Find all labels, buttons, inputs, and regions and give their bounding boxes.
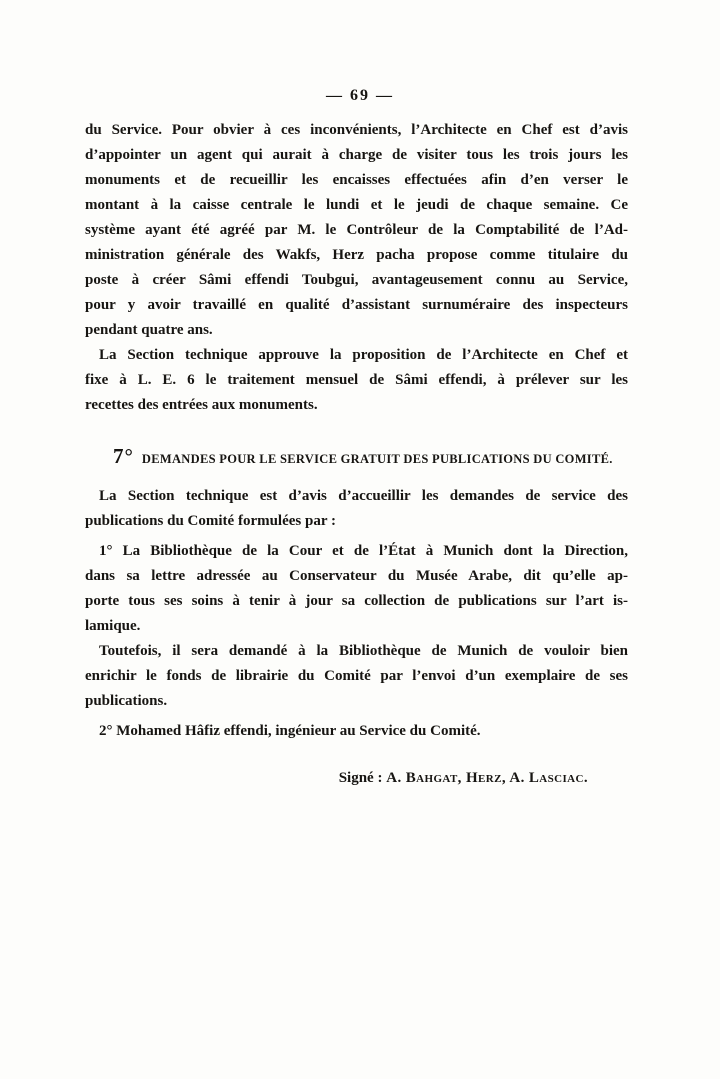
text-line: pour y avoir travaillé en qualité d’assistant surnuméraire des inspecteurs: [85, 297, 628, 313]
paragraph: [85, 118, 628, 343]
page-number: — 69 —: [326, 87, 394, 104]
text-line: La Section technique approuve la proposition de l’Architecte en Chef et: [99, 347, 628, 363]
text-line: publications du Comité formulées par :: [85, 513, 336, 529]
text-line: poste à créer Sâmi effendi Toubgui, avantageusement connu au Service,: [85, 272, 628, 288]
text-line: 2° Mohamed Hâfiz effendi, ingénieur au Service du Comité.: [99, 723, 481, 739]
text-line: La Section technique est d’avis d’accueillir les demandes de service des: [99, 488, 628, 504]
paragraph: [85, 639, 628, 714]
text-line: montant à la caisse centrale le lundi et le jeudi de chaque semaine. Ce: [85, 197, 628, 213]
signature-names: A. Bahgat, Herz, A. Lasciac.: [386, 770, 588, 786]
text-line: lamique.: [85, 618, 141, 634]
text-line: porte tous ses soins à tenir à jour sa collection de publications sur l’art is-: [85, 593, 628, 609]
paragraph: [85, 484, 628, 534]
text-line: ministration générale des Wakfs, Herz pacha propose comme titulaire du: [85, 247, 628, 263]
signature-line: [85, 766, 628, 791]
text-line: monuments et de recueillir les encaisses effectuées afin d’en verser le: [85, 172, 628, 188]
text-line: d’appointer un agent qui aurait à charge de visiter tous les trois jours les: [85, 147, 628, 163]
paragraph: [85, 539, 628, 639]
text-line: 1° La Bibliothèque de la Cour et de l’État à Munich dont la Direction,: [99, 543, 628, 559]
text-line: dans sa lettre adressée au Conservateur du Musée Arabe, dit qu’elle ap-: [85, 568, 628, 584]
section-number: 7°: [113, 444, 134, 468]
text-line: du Service. Pour obvier à ces inconvénients, l’Architecte en Chef est d’avis: [85, 122, 628, 138]
document-body: [85, 118, 628, 791]
text-line: Toutefois, il sera demandé à la Bibliothèque de Munich de vouloir bien: [99, 643, 628, 659]
text-line: recettes des entrées aux monuments.: [85, 397, 318, 413]
paragraph: [85, 719, 628, 744]
signature-prefix: Signé :: [338, 770, 387, 786]
paragraph: [85, 343, 628, 418]
section-title: DEMANDES POUR LE SERVICE GRATUIT DES PUBLICATIONS DU COMITÉ.: [141, 452, 613, 466]
section-heading: [85, 443, 628, 472]
text-line: système ayant été agréé par M. le Contrôleur de la Comptabilité de l’Ad-: [85, 222, 628, 238]
text-line: pendant quatre ans.: [85, 322, 213, 338]
text-line: publications.: [85, 693, 168, 709]
text-line: enrichir le fonds de librairie du Comité par l’envoi d’un exemplaire de ses: [85, 668, 628, 684]
text-line: fixe à L. E. 6 le traitement mensuel de Sâmi effendi, à prélever sur les: [85, 372, 628, 388]
